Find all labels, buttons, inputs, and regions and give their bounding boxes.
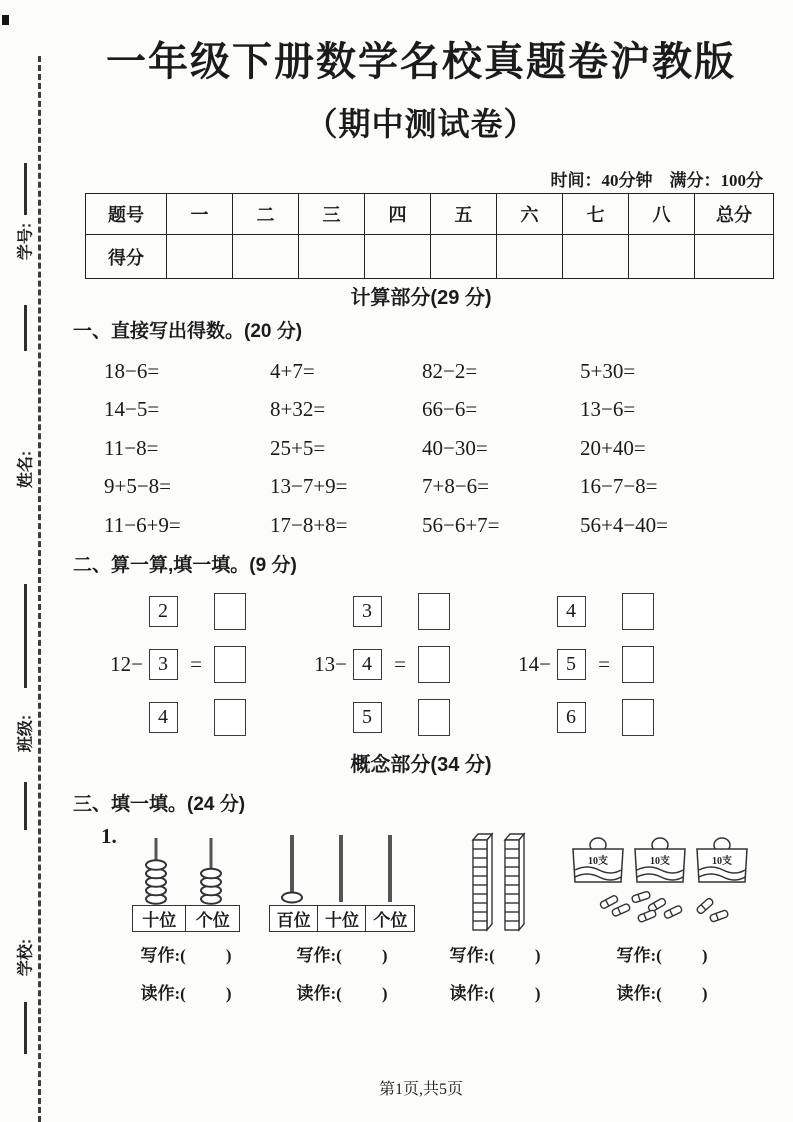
- answer-box: [622, 593, 654, 630]
- read-as-label: 读作:(: [296, 984, 342, 1003]
- school-label: 学校:: [17, 938, 35, 977]
- score-cell-empty: [299, 235, 365, 279]
- question1-heading: 一、直接写出得数。(20 分): [73, 321, 303, 342]
- write-as-label: 写作:(: [140, 946, 186, 965]
- subtrahend-box: 5: [557, 649, 586, 680]
- ten-rods-icon: [455, 832, 535, 932]
- given-box: 3: [353, 596, 382, 627]
- equals-sign: =: [394, 651, 406, 676]
- write-as-line: [141, 941, 232, 966]
- paren-close: ): [225, 946, 232, 965]
- answer-box: [418, 646, 450, 683]
- question2-groups: [98, 586, 658, 742]
- given-box: 6: [557, 702, 586, 733]
- problem: 40−30=: [422, 435, 488, 460]
- calc-section-heading: 计算部分(29 分): [350, 287, 492, 309]
- question2-heading: 二、算一算,填一填。(9 分): [73, 555, 297, 576]
- write-as-label: 写作:(: [296, 946, 342, 965]
- read-as-label: 读作:(: [449, 984, 495, 1003]
- pencil-bags-icon: [569, 836, 755, 932]
- subtrahend-box: 3: [149, 649, 178, 680]
- read-as-label: 读作:(: [140, 984, 186, 1003]
- paren-close: ): [701, 946, 708, 965]
- header-cell: 五: [431, 194, 497, 235]
- problem: 9+5−8=: [104, 474, 172, 499]
- equals-sign: =: [190, 651, 202, 676]
- minuend-text: 14−: [518, 651, 551, 676]
- problem: 8+32=: [270, 397, 326, 422]
- time-score-meta: 时间：40分钟 满分：100分: [550, 171, 763, 190]
- header-cell: 四: [365, 194, 431, 235]
- score-cell-empty: [365, 235, 431, 279]
- score-cell-empty: [629, 235, 695, 279]
- class-label: 班级:: [17, 714, 35, 753]
- problem: 11−8=: [104, 435, 159, 460]
- scan-artifact: [2, 15, 9, 25]
- equals-sign: =: [598, 651, 610, 676]
- tens-label: 十位: [132, 905, 187, 932]
- problem: 16−7−8=: [580, 474, 658, 499]
- answer-box: [214, 699, 246, 736]
- answer-box: [622, 699, 654, 736]
- given-box: 2: [149, 596, 178, 627]
- base-ten-rods-item: [432, 828, 558, 1004]
- answer-box: [214, 646, 246, 683]
- ones-label: 个位: [185, 905, 240, 932]
- problem: 13−7+9=: [270, 474, 348, 499]
- ones-label: 个位: [365, 905, 415, 932]
- paren-close: ): [534, 946, 541, 965]
- answer-box: [622, 646, 654, 683]
- abacus-3col-graphic: [267, 828, 417, 932]
- given-box: 4: [149, 702, 178, 733]
- problem: 11−6+9=: [104, 512, 181, 537]
- name-label: 姓名:: [17, 450, 35, 489]
- score-cell-empty: [563, 235, 629, 279]
- abacus-2col-item: [120, 828, 252, 1004]
- bag-count-label: 10支: [650, 856, 670, 867]
- score-cell-empty: [695, 235, 774, 279]
- paren-close: ): [381, 946, 388, 965]
- read-as-line: [450, 979, 541, 1004]
- write-as-line: [450, 941, 541, 966]
- answer-box: [418, 593, 450, 630]
- page-subtitle: （期中测试卷）: [305, 106, 537, 142]
- problem: 56+4−40=: [580, 512, 669, 537]
- score-cell-empty: [497, 235, 563, 279]
- header-cell: 八: [629, 194, 695, 235]
- question1-problems: [104, 352, 760, 545]
- write-as-line: [297, 941, 388, 966]
- student-id-label: 学号:: [17, 222, 35, 261]
- answer-box: [214, 593, 246, 630]
- seal-blank-line: [24, 163, 27, 215]
- place-value-labels: [132, 905, 240, 932]
- seal-blank-line: [24, 1002, 27, 1054]
- paren-close: ): [381, 984, 388, 1003]
- loose-pencils: [599, 891, 728, 923]
- problem: 5+30=: [580, 358, 636, 383]
- score-table-score-row: [86, 235, 774, 279]
- problem: 66−6=: [422, 397, 478, 422]
- paren-close: ): [534, 984, 541, 1003]
- paren-close: ): [701, 984, 708, 1003]
- score-table: [85, 193, 774, 279]
- read-as-line: [297, 979, 388, 1004]
- pencil-bags-graphic: [569, 828, 755, 932]
- seal-dashed-line: [38, 56, 41, 1122]
- tens-label: 十位: [317, 905, 367, 932]
- q2-group-1: [98, 586, 250, 742]
- seal-blank-line: [24, 584, 27, 688]
- header-cell: 题号: [86, 194, 167, 235]
- answer-box: [418, 699, 450, 736]
- q2-group-2: [302, 586, 454, 742]
- seal-blank-line: [24, 782, 27, 830]
- header-cell: 七: [563, 194, 629, 235]
- problem: 18−6=: [104, 358, 160, 383]
- abacus-3col-icon: [267, 835, 417, 905]
- abacus-2col-icon: [128, 835, 244, 905]
- score-row-label: 得分: [86, 235, 167, 279]
- given-box: 4: [557, 596, 586, 627]
- header-cell: 三: [299, 194, 365, 235]
- header-cell: 总分: [695, 194, 774, 235]
- score-table-header-row: [86, 194, 774, 235]
- problem: 20+40=: [580, 435, 646, 460]
- score-cell-empty: [431, 235, 497, 279]
- page-footer: 第1页,共5页: [378, 1081, 463, 1098]
- minuend-text: 12−: [110, 651, 143, 676]
- problem: 25+5=: [270, 435, 326, 460]
- item-number: 1.: [101, 824, 117, 848]
- read-as-line: [617, 979, 708, 1004]
- score-cell-empty: [167, 235, 233, 279]
- page-title: 一年级下册数学名校真题卷沪教版: [106, 39, 736, 84]
- abacus-3col-item: [258, 828, 426, 1004]
- header-cell: 二: [233, 194, 299, 235]
- question3-heading: 三、填一填。(24 分): [73, 794, 246, 815]
- pencil-bags-item: [564, 828, 760, 1004]
- base-ten-rods-graphic: [455, 828, 535, 932]
- problem: 56−6+7=: [422, 512, 500, 537]
- place-value-labels: [269, 905, 416, 932]
- hundreds-label: 百位: [269, 905, 319, 932]
- concept-section-heading: 概念部分(34 分): [350, 754, 492, 776]
- given-box: 5: [353, 702, 382, 733]
- q2-group-3: [506, 586, 658, 742]
- problem: 17−8+8=: [270, 512, 348, 537]
- bag-count-label: 10支: [588, 856, 608, 867]
- header-cell: 一: [167, 194, 233, 235]
- read-as-line: [141, 979, 232, 1004]
- seal-blank-line: [24, 305, 27, 351]
- problem: 82−2=: [422, 358, 478, 383]
- problem: 4+7=: [270, 358, 315, 383]
- score-cell-empty: [233, 235, 299, 279]
- bag-count-label: 10支: [712, 856, 732, 867]
- abacus-2col-graphic: [128, 828, 244, 932]
- problem: 7+8−6=: [422, 474, 490, 499]
- question3-items: [120, 828, 760, 1004]
- write-as-label: 写作:(: [449, 946, 495, 965]
- problem: 13−6=: [580, 397, 636, 422]
- read-as-label: 读作:(: [616, 984, 662, 1003]
- problem: 14−5=: [104, 397, 160, 422]
- header-cell: 六: [497, 194, 563, 235]
- write-as-label: 写作:(: [616, 946, 662, 965]
- subtrahend-box: 4: [353, 649, 382, 680]
- write-as-line: [617, 941, 708, 966]
- paren-close: ): [225, 984, 232, 1003]
- minuend-text: 13−: [314, 651, 347, 676]
